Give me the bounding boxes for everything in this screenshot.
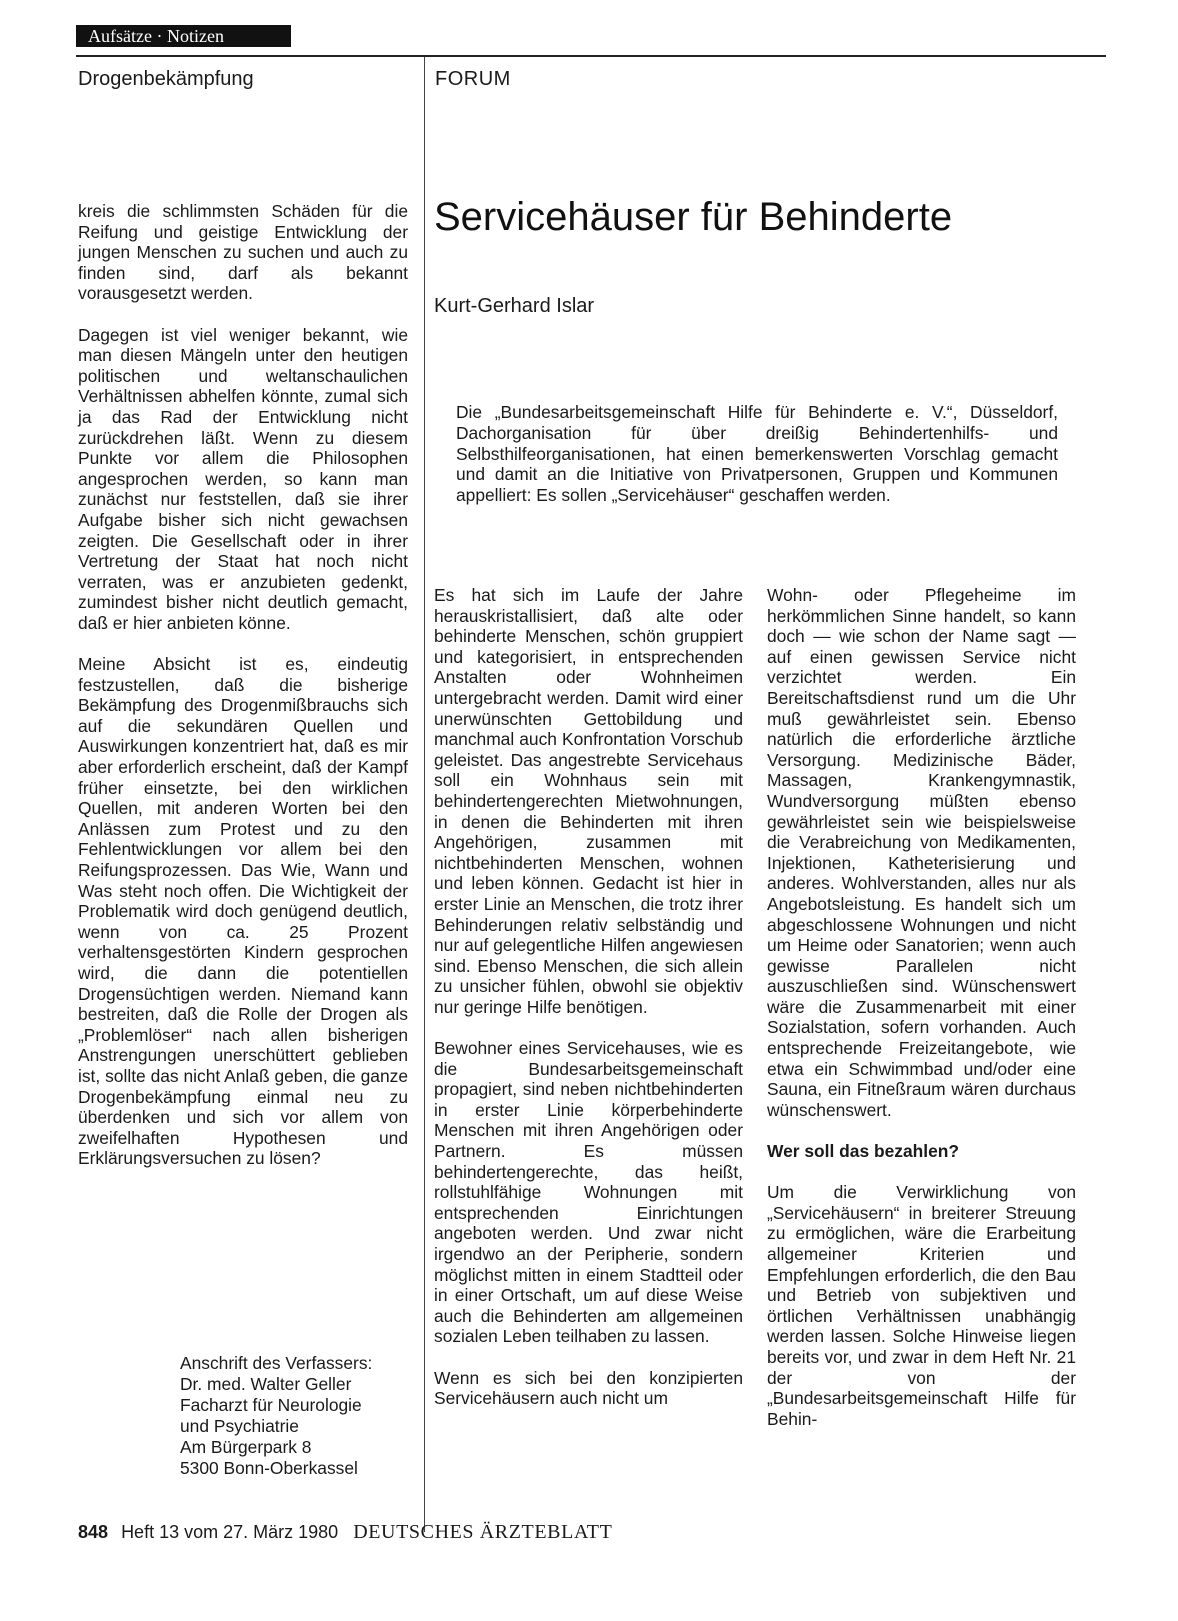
section-label: Aufsätze · Notizen	[76, 25, 291, 47]
right-paragraph-2: Um die Verwirklichung von „Servicehäusern“ in breiterer Streuung zu ermöglichen, wäre die Erarbeitung allgemeiner Kriterien und Empfehlungen erforderlich, die den Bau und Betrieb von subjektiven und örtlichen Verhältnissen unabhängig werden lassen. Solche Hinweise liegen bereits vor, und zwar in dem Heft Nr. 21 der von der „Bundesarbeitsgemeinschaft Hilfe für Behin-	[767, 1182, 1076, 1429]
article-title: Servicehäuser für Behinderte	[434, 195, 953, 239]
left-column	[78, 201, 408, 1169]
address-line: Anschrift des Verfassers:	[180, 1353, 373, 1373]
left-paragraph-1: kreis die schlimmsten Schäden für die Reifung und geistige Entwicklung der jungen Menschen zu suchen und auch zu finden sind, darf als bekannt vorausgesetzt werden.	[78, 201, 408, 304]
middle-column	[434, 585, 743, 1409]
address-line: Facharzt für Neurologie	[180, 1395, 362, 1415]
right-paragraph-1: Wohn- oder Pflegeheime im herkömmlichen Sinne handelt, so kann doch — wie schon der Name sagt — auf einen gewissen Service nicht verzichtet werden. Ein Bereitschaftsdienst rund um die Uhr muß gewährleistet sein. Ebenso natürlich die erforderliche ärztliche Versorgung. Medizinische Bäder, Massagen, Krankengymnastik, Wundversorgung müßten ebenso gewährleistet sein wie beispielsweise die Verabreichung von Medikamenten, Injektionen, Katheterisierung und anderes. Wohlverstanden, alles nur als Angebotsleistung. Es handelt sich um abgeschlossene Wohnungen und nicht um Heime oder Sanatorien; wenn auch gewisse Parallelen nicht auszuschließen sind. Wünschenswert wäre die Zusammenarbeit mit einer Sozialstation, sofern vorhanden. Auch entsprechende Freizeitangebote, wie etwa ein Schwimmbad und/oder eine Sauna, ein Fitneßraum wären durchaus wünschenswert.	[767, 585, 1076, 1120]
page-footer	[78, 1520, 612, 1544]
subheading: Wer soll das bezahlen?	[767, 1141, 959, 1162]
middle-paragraph-3: Wenn es sich bei den konzipierten Servicehäusern auch nicht um	[434, 1367, 743, 1409]
article-lead: Die „Bundesarbeitsgemeinschaft Hilfe für Behinderte e. V.“, Düsseldorf, Dachorganisation für über dreißig Behindertenhilfs- und Selbsthilfeorganisationen, hat einen bemerkenswerten Vorschlag gemacht und damit an die Initiative von Privatpersonen, Gruppen und Kommunen appelliert: Es sollen „Servicehäuser“ geschaffen werden.	[456, 402, 1058, 506]
middle-paragraph-2: Bewohner eines Servicehauses, wie es die Bundesarbeitsgemeinschaft propagiert, sind neben nichtbehinderten in erster Linie körperbehinderte Menschen mit ihren Angehörigen oder Partnern. Es müssen behindertengerechte, das heißt, rollstuhlfähige Wohnungen mit entsprechenden Einrichtungen angeboten werden. Und zwar nicht irgendwo an der Peripherie, sondern möglichst mitten in einem Stadtteil oder in einer Ortschaft, um auf diese Weise auch die Behinderten am allgemeinen sozialen Leben teilhaben zu lassen.	[434, 1038, 743, 1347]
middle-paragraph-1: Es hat sich im Laufe der Jahre herauskristallisiert, daß alte oder behinderte Menschen, schön gruppiert und kategorisiert, in entsprechenden Anstalten oder Wohnheimen untergebracht werden. Damit wird einer unerwünschten Gettobildung und manchmal auch Konfrontation Vorschub geleistet. Das angestrebte Servicehaus soll ein Wohnhaus sein mit behindertengerechten Mietwohnungen, in denen die Behinderten mit ihren Angehörigen, zusammen mit nichtbehinderten Menschen, wohnen und leben können. Gedacht ist hier in erster Linie an Menschen, die trotz ihrer Behinderungen relativ selbständig und nur auf gelegentliche Hilfen angewiesen sind. Ebenso Menschen, die sich allein zu unsicher fühlen, obwohl sie objektiv nur geringe Hilfe benötigen.	[434, 585, 743, 1017]
author-address	[180, 1353, 420, 1479]
journal-name: DEUTSCHES ÄRZTEBLATT	[353, 1521, 613, 1543]
top-rule	[76, 55, 1106, 57]
address-line: Am Bürgerpark 8	[180, 1437, 312, 1457]
page-number: 848	[78, 1522, 109, 1542]
left-running-head: Drogenbekämpfung	[78, 68, 254, 90]
column-divider	[424, 57, 425, 1532]
address-line: 5300 Bonn-Oberkassel	[180, 1458, 358, 1478]
issue-info: Heft 13 vom 27. März 1980	[121, 1522, 339, 1542]
address-line: Dr. med. Walter Geller	[180, 1374, 352, 1394]
right-column	[767, 585, 1076, 1429]
address-line: und Psychiatrie	[180, 1416, 299, 1436]
right-running-head: FORUM	[435, 68, 511, 90]
left-paragraph-3: Meine Absicht ist es, eindeutig festzustellen, daß die bisherige Bekämpfung des Drogenmißbrauchs sich auf die sekundären Quellen und Auswirkungen konzentriert hat, daß es mir aber erforderlich erscheint, daß der Kampf früher einsetzte, bei den wirklichen Quellen, mit anderen Worten bei den Anlässen zum Protest und zu den Fehlentwicklungen vor allem bei den Reifungsprozessen. Das Wie, Wann und Was steht noch offen. Die Wichtigkeit der Problematik wird doch genügend deutlich, wenn von ca. 25 Prozent verhaltensgestörten Kindern gesprochen wird, die dann die potentiellen Drogensüchtigen werden. Niemand kann bestreiten, daß die Rolle der Drogen als „Problemlöser“ nach allen bisherigen Anstrengungen unerschüttert geblieben ist, sollte das nicht Anlaß geben, die ganze Drogenbekämpfung einmal neu zu überdenken und sich vor allem von zweifelhaften Hypothesen und Erklärungsversuchen zu lösen?	[78, 654, 408, 1169]
article-author: Kurt-Gerhard Islar	[434, 295, 595, 317]
left-paragraph-2: Dagegen ist viel weniger bekannt, wie man diesen Mängeln unter den heutigen politischen und weltanschaulichen Verhältnissen abhelfen könnte, zumal sich ja das Rad der Entwicklung nicht zurückdrehen läßt. Wenn zu diesem Punkte vor allem die Philosophen angesprochen werden, so kann man zunächst nur feststellen, daß sie ihrer Aufgabe bisher sich nicht gewachsen zeigten. Die Gesellschaft oder in ihrer Vertretung der Staat hat noch nicht verraten, was er anzubieten gedenkt, zumindest bisher nicht deutlich gemacht, daß er hier anbieten könne.	[78, 324, 408, 633]
